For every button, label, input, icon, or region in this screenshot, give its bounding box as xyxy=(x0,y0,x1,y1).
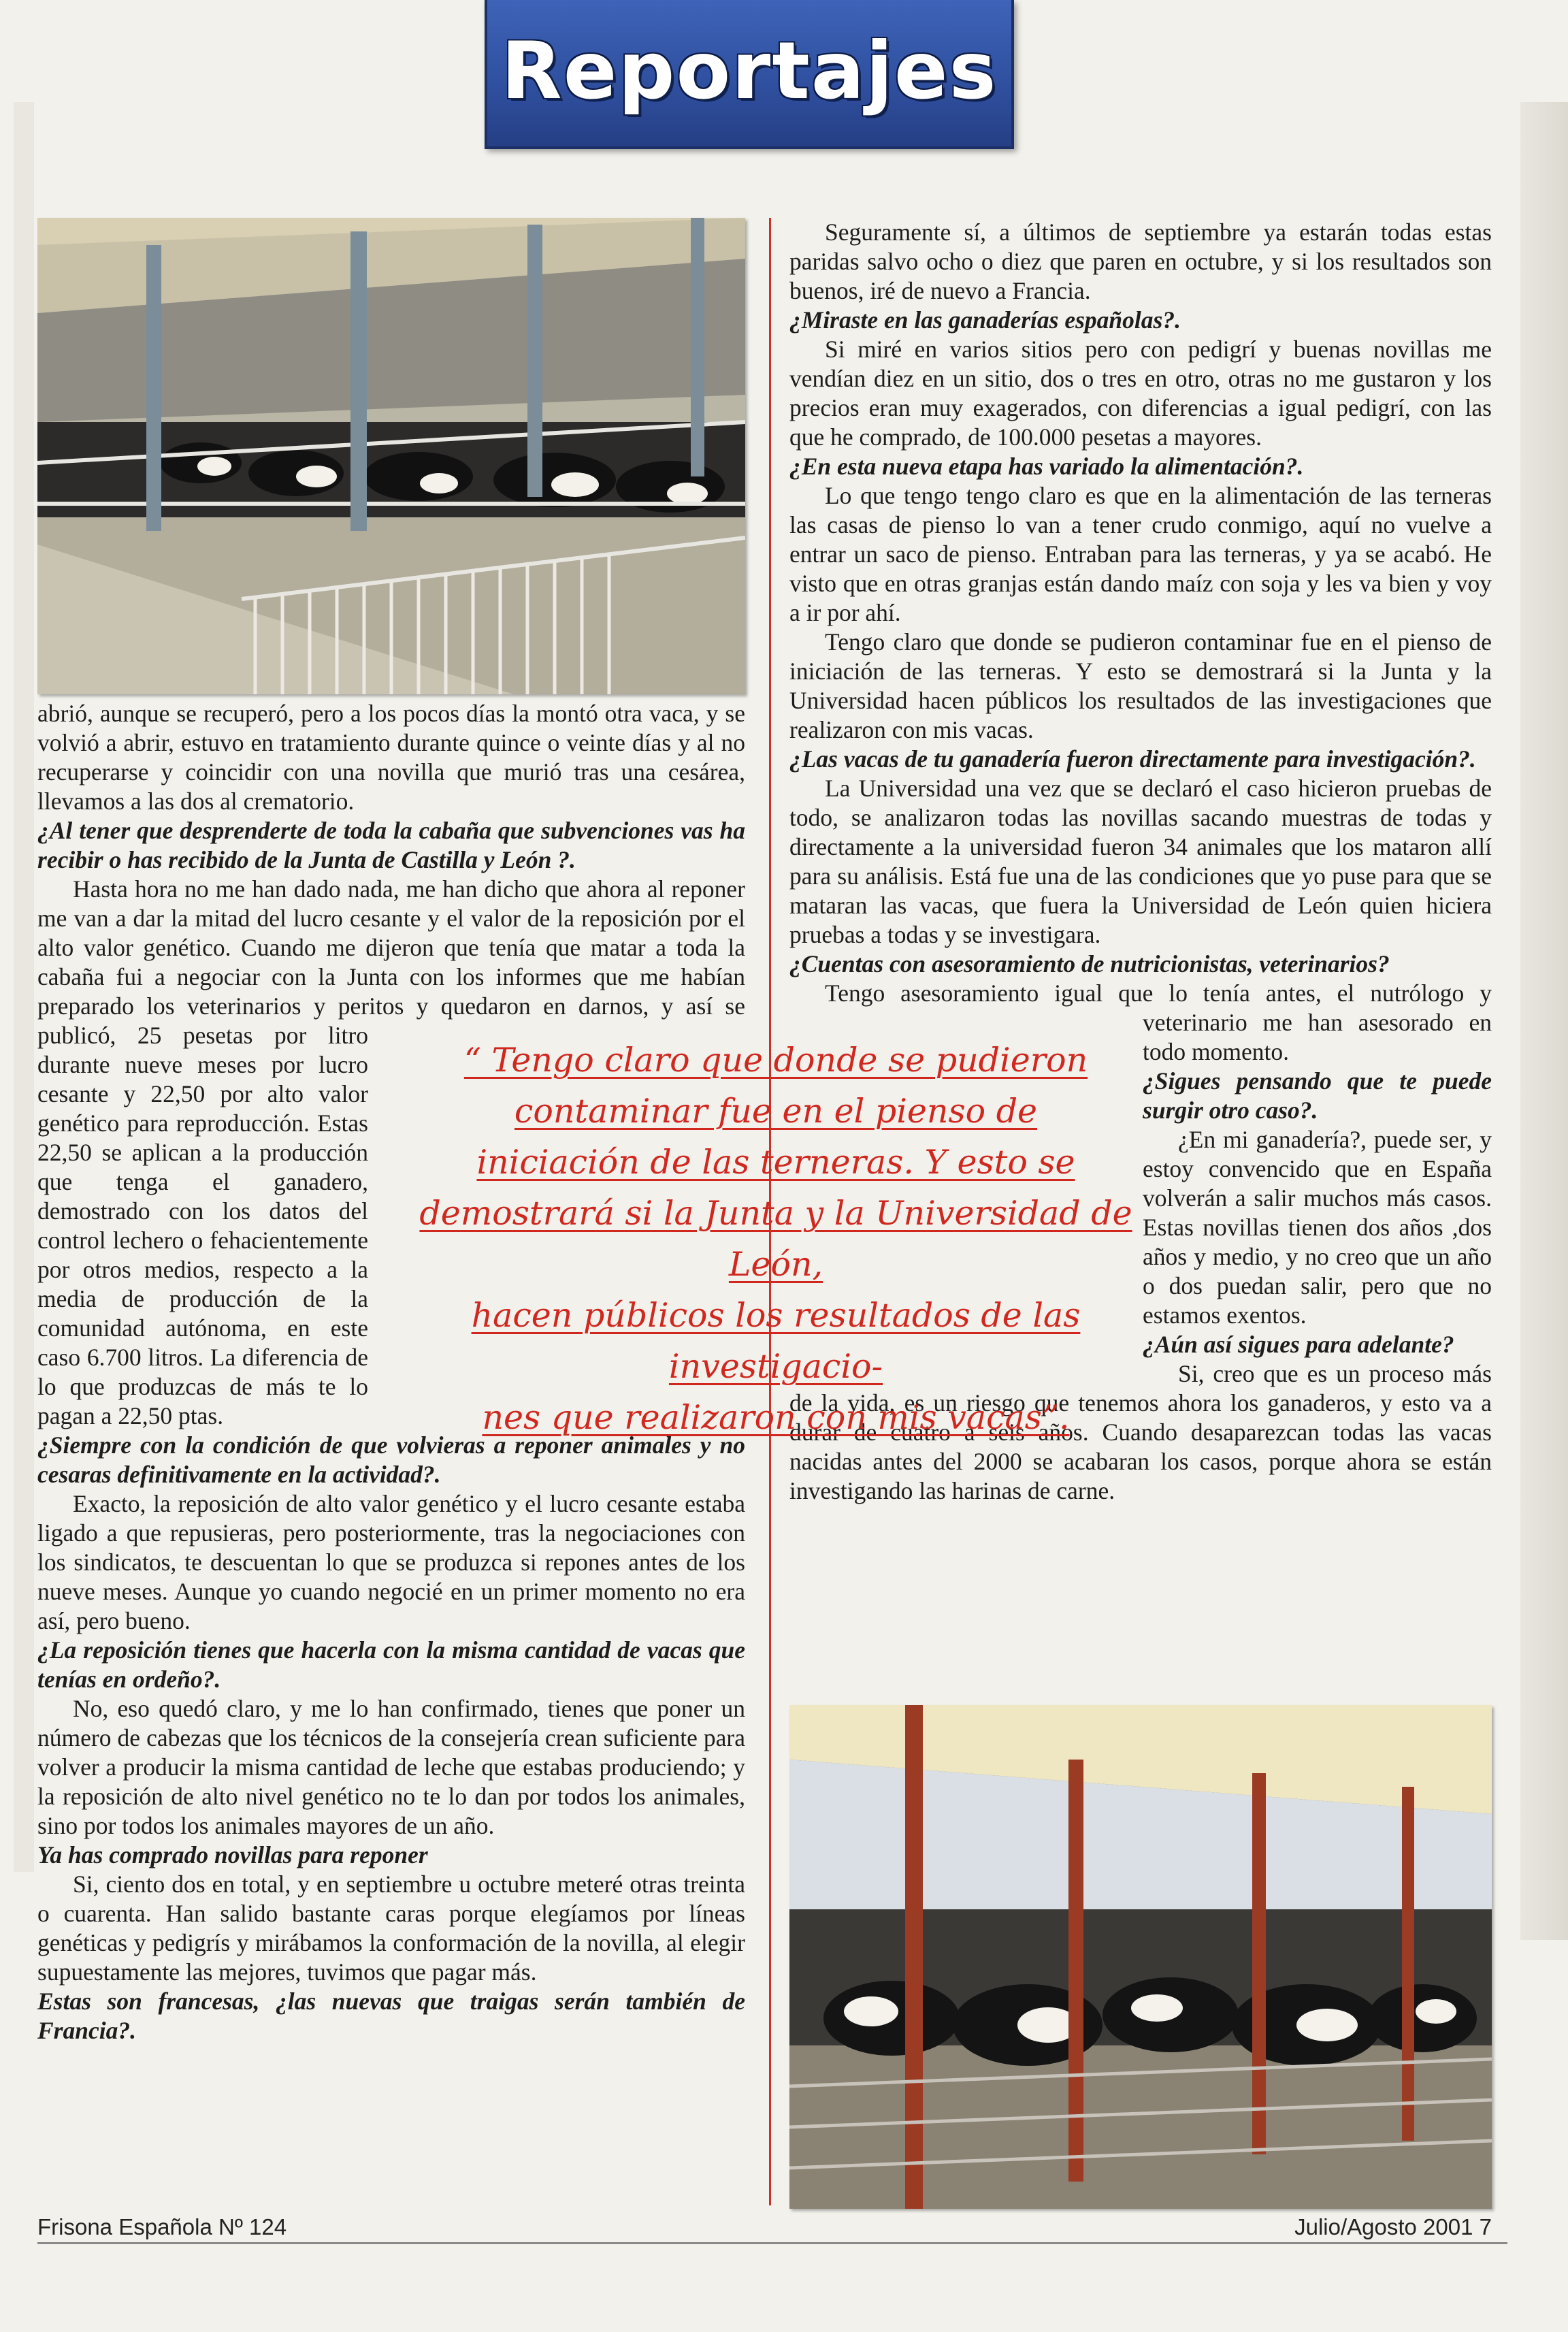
section-title: Reportajes xyxy=(501,25,998,117)
pull-quote xyxy=(408,1035,1143,1443)
pull-quote-line: hacen públicos los resultados de las investigacio- xyxy=(471,1296,1081,1386)
interview-question: ¿Sigues pensando que te puede surgir otro caso?. xyxy=(1143,1067,1492,1124)
body-paragraph: abrió, aunque se recuperó, pero a los pocos días la montó otra vaca, y se volvió a abrir, estuvo en tratamiento durante quince o veinte días y al no recuperarse y coincidir con una novilla que murió tras una cesárea, llevamos a las dos al crematorio. xyxy=(37,700,745,815)
interview-question: ¿La reposición tienes que hacerla con la misma cantidad de vacas que tenías en ordeño?. xyxy=(37,1636,745,1693)
body-paragraph: No, eso quedó claro, y me lo han confirmado, tienes que poner un número de cabezas que los técnicos de la consejería crean suficiente para volver a producir la misma cantidad de leche que estabas produciendo; y la reposición de alto nivel genético no te lo dan por todos los animales, sino por todos los animales mayores de un año. xyxy=(37,1695,745,1839)
pull-quote-line: “ Tengo claro que donde se pudieron xyxy=(463,1041,1088,1080)
body-paragraph: Si, creo que es un proceso más de la vida, es un riesgo que tenemos ahora los ganaderos, y esto va a durar de cuatro a seis años. Cuando desaparezcan todas las vacas nacidas antes del 2000 se acabaran los casos, porque ahora se están investigando las harinas de carne. xyxy=(789,1360,1492,1504)
interview-question: ¿Cuentas con asesoramiento de nutricionistas, veterinarios? xyxy=(789,950,1390,977)
pull-quote-line: nes que realizaron con mis vacas”. xyxy=(482,1398,1070,1437)
section-header xyxy=(485,0,1014,149)
barn-photo-stalls xyxy=(789,1705,1492,2209)
pull-quote-line: iniciación de las terneras. Y esto se xyxy=(476,1143,1075,1182)
pull-quote-line: contaminar fue en el pienso de xyxy=(514,1092,1038,1131)
interview-question: ¿Aún así sigues para adelante? xyxy=(1143,1331,1454,1358)
body-paragraph: Lo que tengo tengo claro es que en la alimentación de las terneras las casas de pienso lo van a tener crudo conmigo, aquí no vuelve a entrar un saco de pienso. Entraban para las terneras, y ya se acabó. He visto que en otras granjas están dando maíz con soja y les va bien y voy a ir por ahí. xyxy=(789,482,1492,626)
footer-rule xyxy=(37,2242,1507,2244)
pull-quote-line: demostrará si la Junta y la Universidad de León, xyxy=(419,1194,1132,1284)
body-paragraph: Tengo claro que donde se pudieron contaminar fue en el pienso de iniciación de las terneras. Y esto se demostrará si la Junta y la Universidad hacen públicos los resultados de las investigaciones que realizaron con mis vacas. xyxy=(789,628,1492,743)
facing-page-edge xyxy=(1520,102,1568,1940)
body-paragraph: La Universidad una vez que se declaró el caso hicieron pruebas de todo, se analizaron todas las novillas sacando muestras de todas y directamente a la universidad fueron 34 animales que los mataron allí para su análisis. Está fue una de las condiciones que yo puse para que se mataran las vacas, que fuera la Universidad de León quien hiciera pruebas a todas y se investigara. xyxy=(789,775,1492,948)
interview-question: ¿Miraste en las ganaderías españolas?. xyxy=(789,306,1181,334)
footer-date-page: Julio/Agosto 2001 7 xyxy=(1294,2214,1492,2239)
interview-question: ¿En esta nueva etapa has variado la alimentación?. xyxy=(789,453,1304,480)
interview-question: ¿Siempre con la condición de que volvieras a reponer animales y no cesaras definitivamente en la actividad?. xyxy=(37,1431,745,1488)
body-paragraph: Seguramente sí, a últimos de septiembre ya estarán todas estas paridas salvo ocho o diez que paren en octubre, y si los resultados son buenos, iré de nuevo a Francia. xyxy=(789,218,1492,304)
body-paragraph: ¿En mi ganadería?, puede ser, y estoy convencido que en España volverán a salir muchos más casos. Estas novillas tienen dos años ,dos años y medio, y no creo que un año o dos puedan salir, pero que no estamos exentos. xyxy=(1143,1126,1492,1329)
interview-question: ¿Al tener que desprenderte de toda la cabaña que subvenciones vas ha recibir o has recibido de la Junta de Castilla y León ?. xyxy=(37,817,745,873)
interview-question: Estas son francesas, ¿las nuevas que traigas serán también de Francia?. xyxy=(37,1988,745,2044)
barn-photo-feeding xyxy=(37,218,745,694)
body-paragraph: Hasta hora no me han dado nada, me han dicho que ahora al reponer me van a dar la mitad del lucro cesante y el valor de la reposición por el alto valor genético. Cuando me dijeron que tenía que matar a toda la cabaña fui a negociar con la Junta con los informes que me habían preparado los veterinarios y peritos y quedaron en darnos, y así se publicó, 25 pesetas por litro durante nueve meses por lucro cesante y 22,50 por alto valor genético para reproducción. Estas 22,50 se aplican a la producción que tenga el ganadero, demostrado con los datos del control lechero o fehacientemente por otros medios, respecto a la media de producción de la comunidad autónoma, en este caso 6.700 litros. La diferencia de lo que produzcas de más te lo pagan a 22,50 ptas. xyxy=(37,875,745,1429)
body-paragraph: Tengo asesoramiento igual que lo tenía antes, el nutrólogo y veterinario me han asesorado en todo momento. xyxy=(825,979,1492,1065)
page-margin-shade xyxy=(14,102,34,1872)
footer-publication: Frisona Española Nº 124 xyxy=(37,2214,287,2239)
interview-question: Ya has comprado novillas para reponer xyxy=(37,1841,428,1868)
body-paragraph: Exacto, la reposición de alto valor genético y el lucro cesante estaba ligado a que repusieras, pero posteriormente, tras la negociaciones con los sindicatos, te descuentan lo que se produzca si repones antes de los nueve meses. Aunque yo cuando negocié en un primer momento no era así, pero bueno. xyxy=(37,1490,745,1634)
body-paragraph: Si, ciento dos en total, y en septiembre u octubre meteré otras treinta o cuarenta. Han salido bastante caras porque elegíamos por líneas genéticas y pedigrís y mirábamos la conformación de la novilla, al elegir supuestamente las mejores, tuvimos que pagar más. xyxy=(37,1871,745,1986)
body-paragraph: Si miré en varios sitios pero con pedigrí y buenas novillas me vendían diez en un sitio, dos o tres en otro, otras no me gustaron y los precios eran muy exagerados, con diferencias a igual pedigrí, con las que he comprado, de 100.000 pesetas a mayores. xyxy=(789,336,1492,451)
interview-question: ¿Las vacas de tu ganadería fueron directamente para investigación?. xyxy=(789,745,1476,773)
